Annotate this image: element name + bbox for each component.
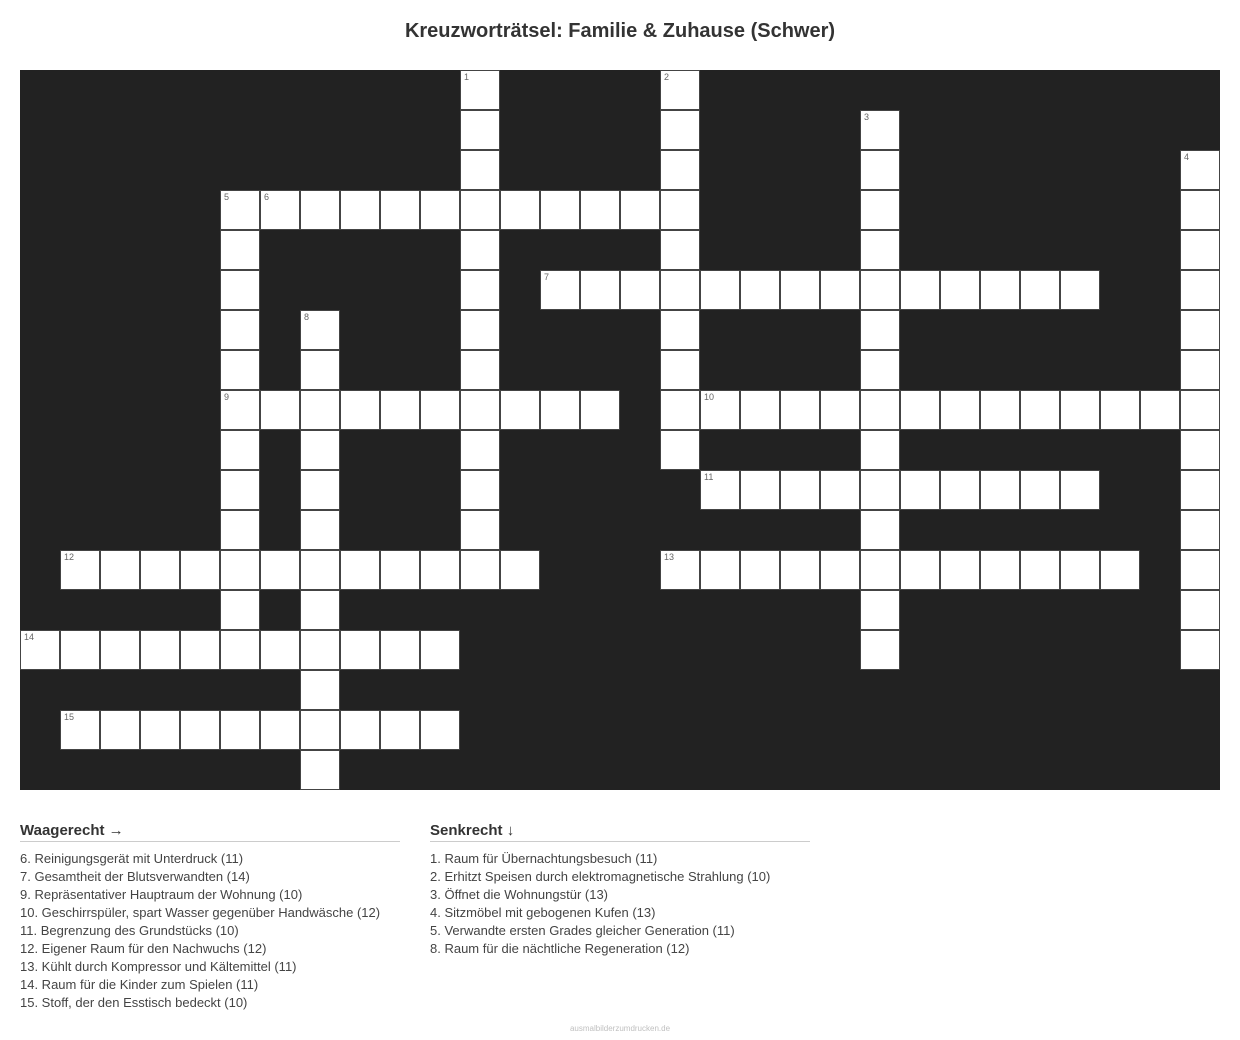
grid-cell[interactable] [860, 510, 900, 550]
grid-cell[interactable] [1180, 590, 1220, 630]
cell-number: 11 [704, 472, 714, 482]
grid-cell[interactable] [940, 470, 980, 510]
grid-cell[interactable] [220, 310, 260, 350]
grid-cell[interactable] [540, 190, 580, 230]
grid-cell[interactable] [660, 150, 700, 190]
grid-cell[interactable] [260, 190, 300, 230]
cell-number: 7 [544, 272, 550, 282]
grid-cell[interactable] [780, 470, 820, 510]
grid-cell[interactable] [580, 270, 620, 310]
grid-cell[interactable] [700, 390, 740, 430]
clue-item: 15. Stoff, der den Esstisch bedeckt (10) [20, 995, 248, 1010]
grid-cell[interactable] [580, 190, 620, 230]
clue-item: 8. Raum für die nächtliche Regeneration (12) [430, 941, 690, 956]
grid-cell[interactable] [860, 470, 900, 510]
grid-cell[interactable] [460, 110, 500, 150]
grid-cell[interactable] [660, 350, 700, 390]
grid-cell[interactable] [100, 630, 140, 670]
grid-cell[interactable] [900, 270, 940, 310]
grid-cell[interactable] [460, 390, 500, 430]
grid-cell[interactable] [300, 670, 340, 710]
grid-cell[interactable] [460, 230, 500, 270]
grid-cell[interactable] [580, 390, 620, 430]
grid-cell[interactable] [660, 190, 700, 230]
cell-number: 13 [664, 552, 675, 562]
across-heading: Waagerecht → [20, 822, 400, 842]
clue-item: 11. Begrenzung des Grundstücks (10) [20, 923, 239, 938]
grid-cell[interactable] [380, 190, 420, 230]
grid-cell[interactable] [700, 470, 740, 510]
grid-cell[interactable] [980, 470, 1020, 510]
down-clues-section [430, 822, 810, 958]
clue-item: 3. Öffnet die Wohnungstür (13) [430, 887, 609, 902]
grid-cell[interactable] [460, 70, 500, 110]
across-clues-section [20, 822, 400, 1012]
grid-cell[interactable] [660, 230, 700, 270]
down-heading: Senkrecht ↓ [430, 822, 810, 842]
grid-cell[interactable] [940, 270, 980, 310]
grid-cell[interactable] [940, 390, 980, 430]
grid-cell[interactable] [1020, 270, 1060, 310]
grid-cell[interactable] [1180, 150, 1220, 190]
grid-cell[interactable] [380, 630, 420, 670]
grid-cell[interactable] [420, 630, 460, 670]
grid-cell[interactable] [180, 710, 220, 750]
grid-cell[interactable] [1020, 470, 1060, 510]
grid-cell[interactable] [820, 270, 860, 310]
grid-cell[interactable] [860, 310, 900, 350]
grid-cell[interactable] [820, 550, 860, 590]
grid-cell[interactable] [260, 390, 300, 430]
cell-number: 15 [64, 712, 75, 722]
grid-cell[interactable] [60, 630, 100, 670]
grid-cell[interactable] [220, 710, 260, 750]
grid-cell[interactable] [420, 710, 460, 750]
grid-cell[interactable] [500, 190, 540, 230]
grid-cell[interactable] [860, 430, 900, 470]
grid-cell[interactable] [220, 390, 260, 430]
grid-cell[interactable] [300, 750, 340, 790]
grid-cell[interactable] [860, 190, 900, 230]
clue-item: 12. Eigener Raum für den Nachwuchs (12) [20, 941, 267, 956]
grid-cell[interactable] [220, 550, 260, 590]
clue-item: 4. Sitzmöbel mit gebogenen Kufen (13) [430, 905, 656, 920]
cell-number: 14 [24, 632, 35, 642]
grid-cell[interactable] [220, 430, 260, 470]
grid-cell[interactable] [220, 230, 260, 270]
grid-cell[interactable] [700, 550, 740, 590]
grid-cell[interactable] [860, 630, 900, 670]
grid-cell[interactable] [860, 350, 900, 390]
grid-cell[interactable] [1180, 390, 1220, 430]
grid-cell[interactable] [540, 270, 580, 310]
grid-cell[interactable] [180, 550, 220, 590]
grid-cell[interactable] [620, 190, 660, 230]
clue-item: 13. Kühlt durch Kompressor und Kältemittel (11) [20, 959, 297, 974]
clue-item: 14. Raum für die Kinder zum Spielen (11) [20, 977, 259, 992]
grid-cell[interactable] [940, 550, 980, 590]
cell-number: 9 [224, 392, 230, 402]
clue-item: 6. Reinigungsgerät mit Unterdruck (11) [20, 851, 244, 866]
grid-cell[interactable] [1180, 350, 1220, 390]
clue-item: 5. Verwandte ersten Grades gleicher Generation (11) [430, 923, 735, 938]
grid-cell[interactable] [1060, 390, 1100, 430]
grid-cell[interactable] [1020, 390, 1060, 430]
clue-item: 7. Gesamtheit der Blutsverwandten (14) [20, 869, 250, 884]
grid-cell[interactable] [780, 550, 820, 590]
grid-cell[interactable] [1180, 430, 1220, 470]
cell-number: 2 [664, 72, 670, 82]
grid-cell[interactable] [220, 510, 260, 550]
grid-cell[interactable] [460, 510, 500, 550]
grid-cell[interactable] [1180, 270, 1220, 310]
grid-cell[interactable] [20, 630, 60, 670]
grid-cell[interactable] [900, 470, 940, 510]
grid-cell[interactable] [660, 110, 700, 150]
grid-cell[interactable] [140, 630, 180, 670]
grid-cell[interactable] [300, 510, 340, 550]
grid-cell[interactable] [500, 390, 540, 430]
grid-cell[interactable] [980, 390, 1020, 430]
grid-cell[interactable] [260, 710, 300, 750]
grid-cell[interactable] [1060, 470, 1100, 510]
grid-cell[interactable] [1100, 390, 1140, 430]
grid-cell[interactable] [1180, 630, 1220, 670]
grid-cell[interactable] [1060, 270, 1100, 310]
grid-cell[interactable] [460, 270, 500, 310]
grid-cell[interactable] [540, 390, 580, 430]
footer-watermark: ausmalbilderzumdrucken.de [569, 1024, 671, 1033]
grid-cell[interactable] [460, 310, 500, 350]
cell-number: 6 [264, 192, 270, 202]
grid-cell[interactable] [340, 710, 380, 750]
grid-cell[interactable] [860, 590, 900, 630]
grid-cell[interactable] [660, 550, 700, 590]
grid-cell[interactable] [220, 630, 260, 670]
cell-number: 5 [224, 192, 230, 202]
grid-cell[interactable] [700, 270, 740, 310]
cell-number: 12 [64, 552, 75, 562]
across-clue-list [20, 850, 400, 1012]
grid-cell[interactable] [100, 710, 140, 750]
grid-cell[interactable] [380, 710, 420, 750]
grid-cell[interactable] [460, 470, 500, 510]
grid-cell[interactable] [300, 710, 340, 750]
cell-number: 4 [1184, 152, 1190, 162]
cell-number: 3 [864, 112, 870, 122]
grid-cell[interactable] [500, 550, 540, 590]
grid-cell[interactable] [340, 390, 380, 430]
grid-cell[interactable] [300, 470, 340, 510]
cell-number: 8 [304, 312, 310, 322]
grid-cell[interactable] [140, 550, 180, 590]
grid-cell[interactable] [660, 310, 700, 350]
down-clue-list [430, 850, 810, 958]
grid-cell[interactable] [900, 390, 940, 430]
grid-cell[interactable] [980, 550, 1020, 590]
grid-cell[interactable] [660, 70, 700, 110]
grid-cell[interactable] [1060, 550, 1100, 590]
grid-cell[interactable] [660, 430, 700, 470]
grid-cell[interactable] [1100, 550, 1140, 590]
grid-cell[interactable] [740, 470, 780, 510]
grid-cell[interactable] [380, 390, 420, 430]
grid-cell[interactable] [300, 550, 340, 590]
grid-cell[interactable] [300, 190, 340, 230]
grid-cell[interactable] [620, 270, 660, 310]
clue-item: 10. Geschirrspüler, spart Wasser gegenüber Handwäsche (12) [20, 905, 381, 920]
grid-cell[interactable] [220, 470, 260, 510]
grid-cell[interactable] [1180, 470, 1220, 510]
grid-cell[interactable] [460, 550, 500, 590]
grid-cell[interactable] [900, 550, 940, 590]
grid-cell[interactable] [460, 430, 500, 470]
grid-cell[interactable] [300, 390, 340, 430]
grid-cell[interactable] [860, 270, 900, 310]
grid-cell[interactable] [300, 310, 340, 350]
grid-cell[interactable] [300, 430, 340, 470]
grid-cell[interactable] [740, 550, 780, 590]
grid-cell[interactable] [340, 550, 380, 590]
grid-cell[interactable] [1180, 310, 1220, 350]
grid-cell[interactable] [340, 630, 380, 670]
grid-cell[interactable] [140, 710, 180, 750]
grid-cell[interactable] [820, 470, 860, 510]
grid-cell[interactable] [220, 190, 260, 230]
grid-cell[interactable] [220, 350, 260, 390]
grid-cell[interactable] [860, 390, 900, 430]
grid-cell[interactable] [460, 150, 500, 190]
clue-item: 1. Raum für Übernachtungsbesuch (11) [430, 851, 658, 866]
grid-cell[interactable] [780, 270, 820, 310]
grid-cell[interactable] [60, 710, 100, 750]
grid-cell[interactable] [300, 590, 340, 630]
grid-cell[interactable] [380, 550, 420, 590]
grid-cell[interactable] [1020, 550, 1060, 590]
grid-cell[interactable] [260, 630, 300, 670]
grid-cell[interactable] [780, 390, 820, 430]
grid-cell[interactable] [180, 630, 220, 670]
grid-cell[interactable] [340, 190, 380, 230]
grid-cell[interactable] [100, 550, 140, 590]
grid-cell[interactable] [740, 390, 780, 430]
grid-cell[interactable] [740, 270, 780, 310]
grid-cell[interactable] [220, 590, 260, 630]
grid-cell[interactable] [860, 550, 900, 590]
grid-cell[interactable] [980, 270, 1020, 310]
grid-cell[interactable] [460, 190, 500, 230]
grid-cell[interactable] [300, 350, 340, 390]
grid-cell[interactable] [1180, 230, 1220, 270]
grid-cell[interactable] [660, 270, 700, 310]
grid-cell[interactable] [860, 150, 900, 190]
grid-cell[interactable] [300, 630, 340, 670]
grid-cell[interactable] [220, 270, 260, 310]
grid-cell[interactable] [60, 550, 100, 590]
grid-cell[interactable] [420, 550, 460, 590]
grid-cell[interactable] [460, 350, 500, 390]
cell-number: 10 [704, 392, 715, 402]
grid-cell[interactable] [860, 110, 900, 150]
grid-cell[interactable] [660, 390, 700, 430]
grid-cell[interactable] [260, 550, 300, 590]
grid-cell[interactable] [420, 190, 460, 230]
grid-cell[interactable] [1180, 190, 1220, 230]
cell-number: 1 [464, 72, 470, 82]
grid-cell[interactable] [1140, 390, 1180, 430]
grid-cell[interactable] [1180, 550, 1220, 590]
clue-item: 2. Erhitzt Speisen durch elektromagnetische Strahlung (10) [430, 869, 771, 884]
grid-cell[interactable] [420, 390, 460, 430]
crossword-grid [20, 70, 1220, 790]
puzzle-title: Kreuzworträtsel: Familie & Zuhause (Schwer) [404, 20, 836, 42]
clue-item: 9. Repräsentativer Hauptraum der Wohnung (10) [20, 887, 303, 902]
grid-cell[interactable] [1180, 510, 1220, 550]
grid-cell[interactable] [820, 390, 860, 430]
grid-cell[interactable] [860, 230, 900, 270]
